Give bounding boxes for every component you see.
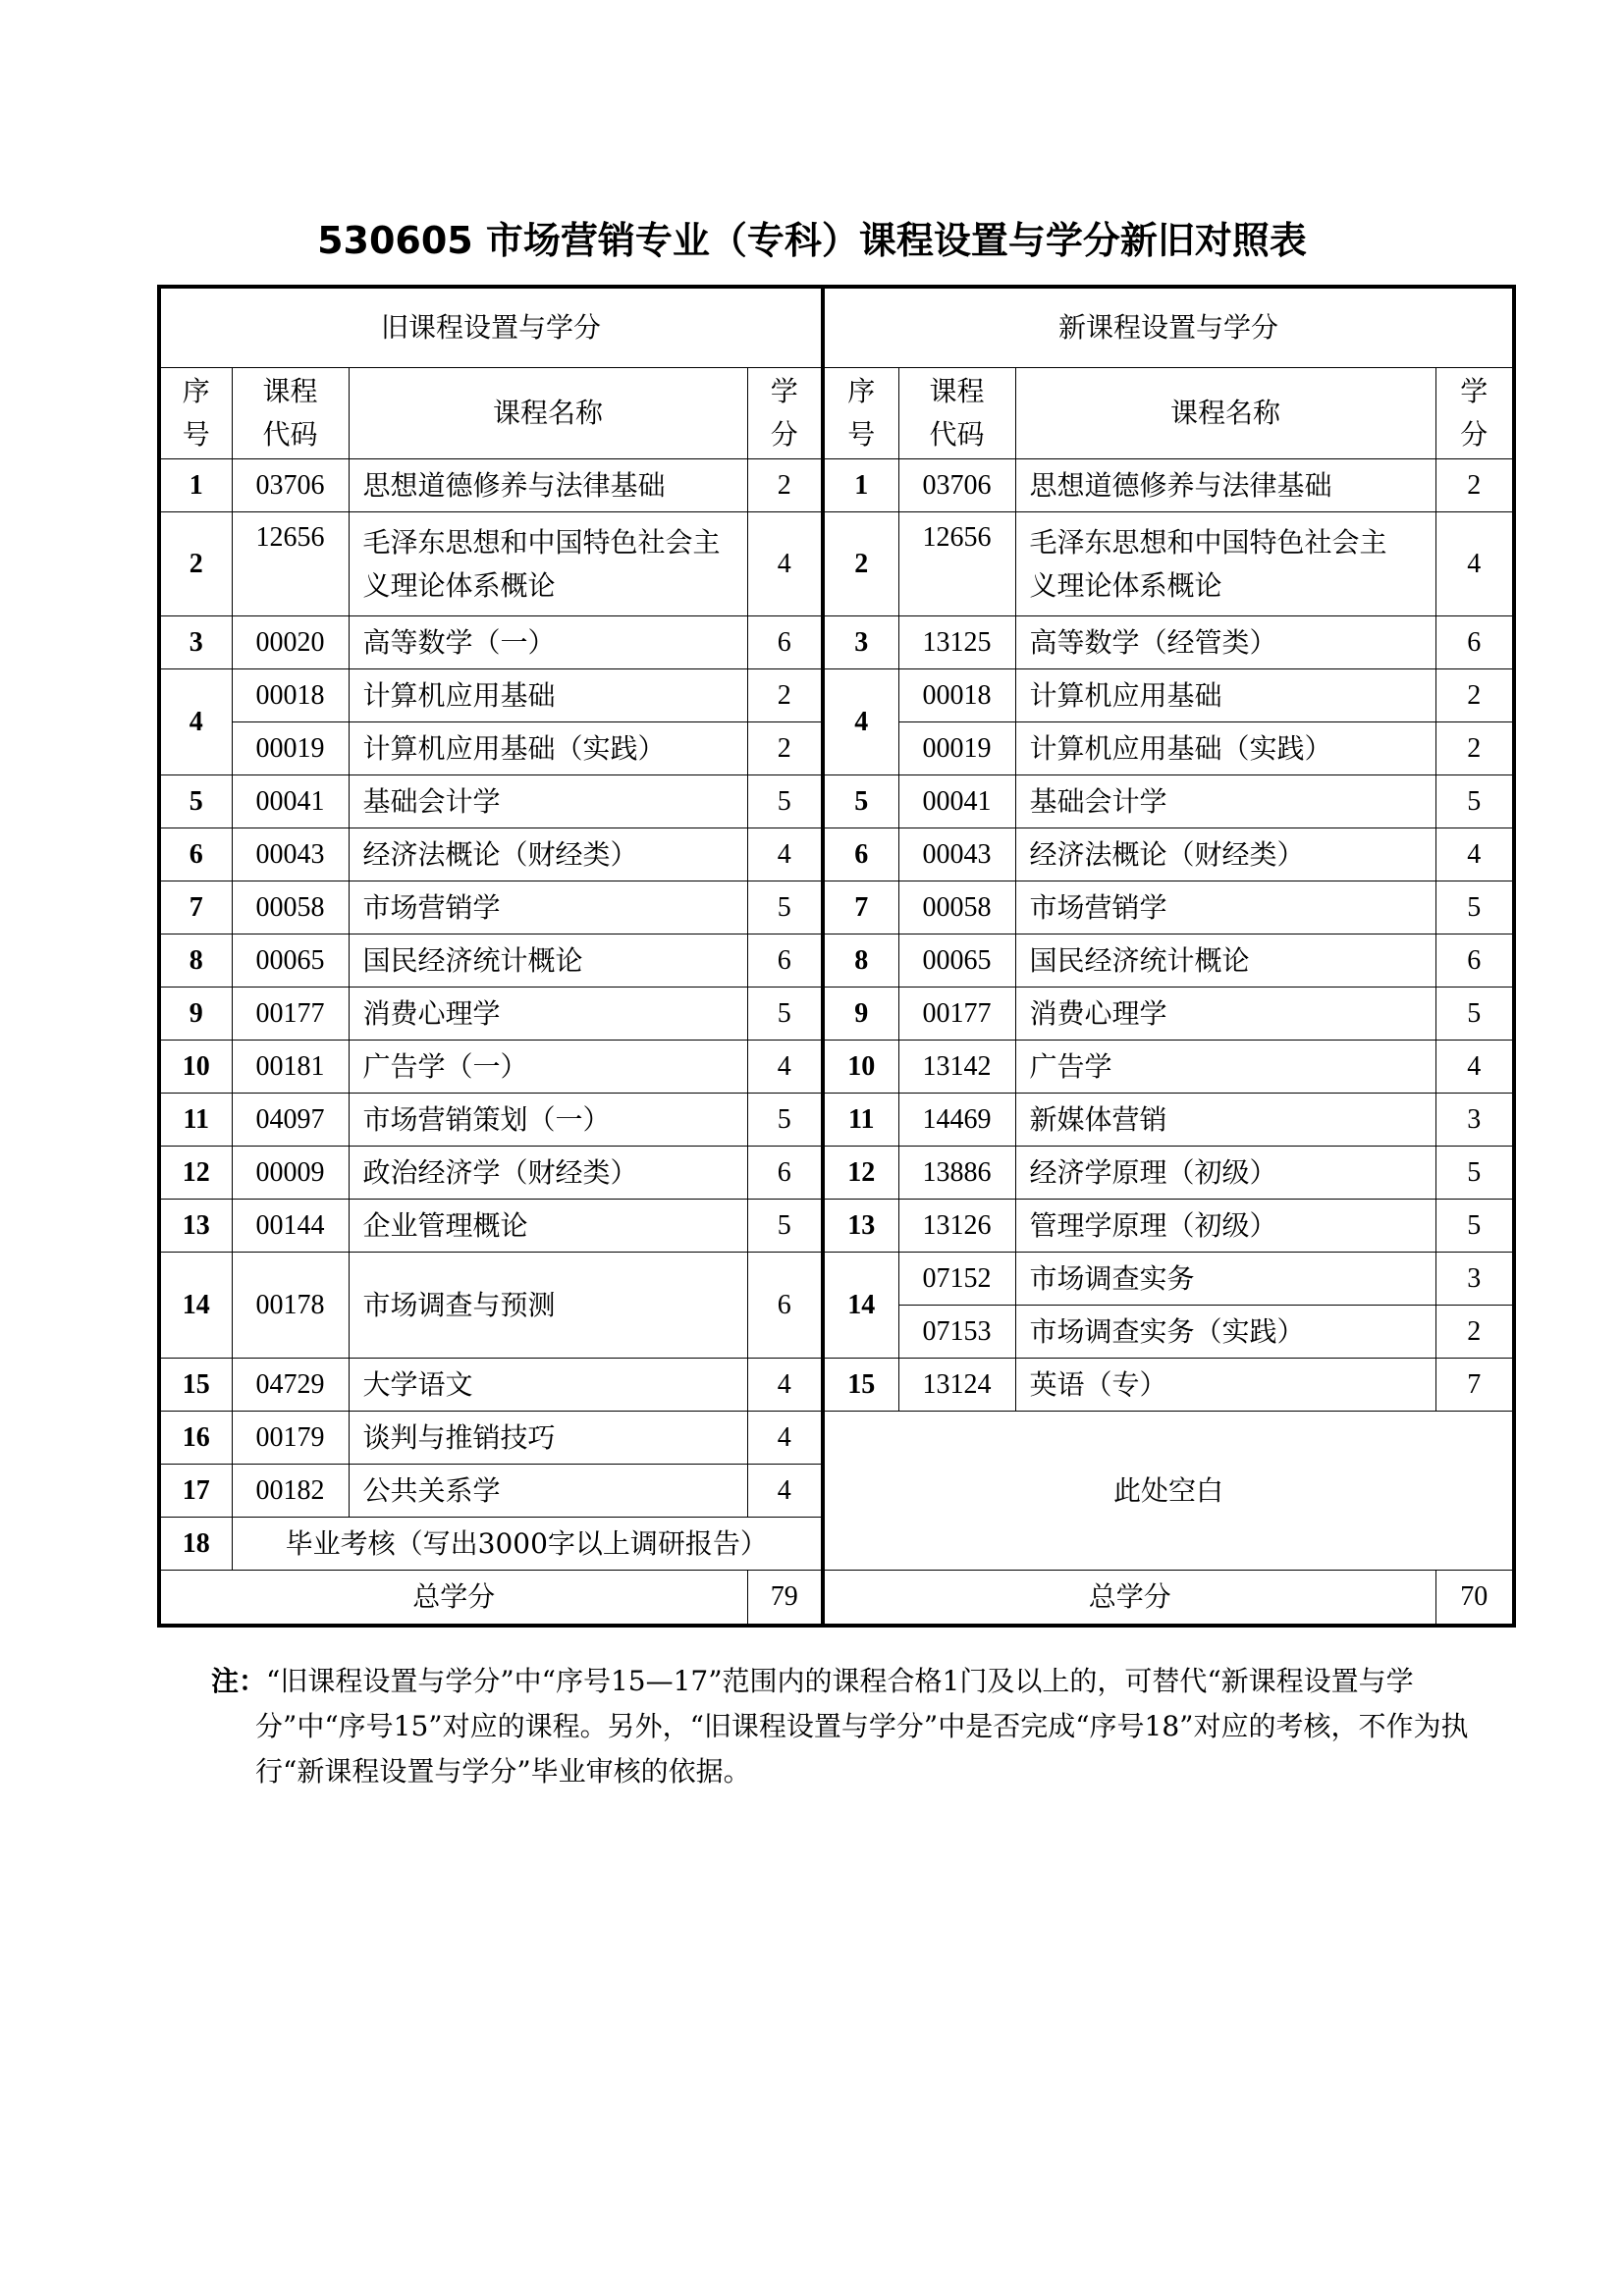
old-credit: 6 xyxy=(747,934,823,988)
new-section-header: 新课程设置与学分 xyxy=(823,287,1514,368)
new-name: 市场营销学 xyxy=(1015,881,1435,934)
old-code: 00177 xyxy=(232,988,349,1041)
table-row xyxy=(159,512,1514,616)
new-name: 计算机应用基础 xyxy=(1015,669,1435,722)
old-seq: 5 xyxy=(159,775,232,828)
old-seq: 8 xyxy=(159,934,232,988)
old-code: 00144 xyxy=(232,1200,349,1253)
new-credit: 5 xyxy=(1435,1200,1514,1253)
old-credit: 5 xyxy=(747,1094,823,1147)
table-row xyxy=(159,459,1514,512)
old-seq: 14 xyxy=(159,1253,232,1359)
table-row xyxy=(159,881,1514,934)
table-row xyxy=(159,669,1514,722)
old-seq: 15 xyxy=(159,1359,232,1412)
new-name: 英语（专） xyxy=(1015,1359,1435,1412)
old-seq: 17 xyxy=(159,1465,232,1518)
old-credit: 4 xyxy=(747,1359,823,1412)
new-credit: 5 xyxy=(1435,988,1514,1041)
new-name: 国民经济统计概论 xyxy=(1015,934,1435,988)
old-credit: 5 xyxy=(747,988,823,1041)
new-code: 00018 xyxy=(898,669,1015,722)
old-code: 00058 xyxy=(232,881,349,934)
old-seq: 16 xyxy=(159,1412,232,1465)
old-name: 思想道德修养与法律基础 xyxy=(349,459,747,512)
new-credit: 2 xyxy=(1435,722,1514,775)
old-credit: 2 xyxy=(747,459,823,512)
table-row xyxy=(159,828,1514,881)
table-row xyxy=(159,1253,1514,1306)
old-name: 广告学（一） xyxy=(349,1041,747,1094)
new-credit: 7 xyxy=(1435,1359,1514,1412)
old-name-header: 课程名称 xyxy=(349,368,747,459)
old-credit: 2 xyxy=(747,669,823,722)
new-seq: 1 xyxy=(823,459,898,512)
old-code: 00018 xyxy=(232,669,349,722)
old-code: 00041 xyxy=(232,775,349,828)
old-code: 00181 xyxy=(232,1041,349,1094)
old-seq: 9 xyxy=(159,988,232,1041)
new-total-value: 70 xyxy=(1435,1571,1514,1627)
new-name: 经济学原理（初级） xyxy=(1015,1147,1435,1200)
new-code: 00177 xyxy=(898,988,1015,1041)
table-row xyxy=(159,1147,1514,1200)
new-code: 00065 xyxy=(898,934,1015,988)
new-seq: 4 xyxy=(823,669,898,775)
new-credit: 5 xyxy=(1435,881,1514,934)
old-code: 12656 xyxy=(232,512,349,616)
new-code: 13142 xyxy=(898,1041,1015,1094)
old-code: 00019 xyxy=(232,722,349,775)
table-row xyxy=(159,988,1514,1041)
old-credit: 4 xyxy=(747,828,823,881)
old-credit: 4 xyxy=(747,1041,823,1094)
old-seq: 4 xyxy=(159,669,232,775)
new-code: 12656 xyxy=(898,512,1015,616)
new-credit: 2 xyxy=(1435,1306,1514,1359)
footnote xyxy=(211,1659,1497,1794)
old-seq: 11 xyxy=(159,1094,232,1147)
new-credit: 4 xyxy=(1435,512,1514,616)
old-name: 市场调查与预测 xyxy=(349,1253,747,1359)
table-row xyxy=(159,775,1514,828)
new-name: 高等数学（经管类） xyxy=(1015,616,1435,669)
old-credit: 5 xyxy=(747,775,823,828)
old-credit: 4 xyxy=(747,1412,823,1465)
old-name: 公共关系学 xyxy=(349,1465,747,1518)
new-seq: 14 xyxy=(823,1253,898,1359)
new-name: 思想道德修养与法律基础 xyxy=(1015,459,1435,512)
footnote-label: 注： xyxy=(211,1665,267,1697)
table-row xyxy=(159,1041,1514,1094)
old-code: 00179 xyxy=(232,1412,349,1465)
old-seq: 12 xyxy=(159,1147,232,1200)
new-credit: 3 xyxy=(1435,1253,1514,1306)
old-seq: 1 xyxy=(159,459,232,512)
new-seq: 5 xyxy=(823,775,898,828)
course-comparison-table xyxy=(157,285,1516,1628)
old-code: 00182 xyxy=(232,1465,349,1518)
new-credit: 6 xyxy=(1435,616,1514,669)
old-credit: 5 xyxy=(747,1200,823,1253)
new-code: 13124 xyxy=(898,1359,1015,1412)
old-code: 00043 xyxy=(232,828,349,881)
old-name: 政治经济学（财经类） xyxy=(349,1147,747,1200)
old-name: 计算机应用基础（实践） xyxy=(349,722,747,775)
new-credit-header: 学分 xyxy=(1435,368,1514,459)
old-name: 高等数学（一） xyxy=(349,616,747,669)
old-seq: 6 xyxy=(159,828,232,881)
old-seq: 3 xyxy=(159,616,232,669)
new-name: 经济法概论（财经类） xyxy=(1015,828,1435,881)
new-seq: 13 xyxy=(823,1200,898,1253)
new-seq: 2 xyxy=(823,512,898,616)
new-name: 新媒体营销 xyxy=(1015,1094,1435,1147)
new-code: 03706 xyxy=(898,459,1015,512)
new-code: 00019 xyxy=(898,722,1015,775)
old-seq-header: 序号 xyxy=(159,368,232,459)
new-name: 管理学原理（初级） xyxy=(1015,1200,1435,1253)
old-name: 基础会计学 xyxy=(349,775,747,828)
old-credit: 6 xyxy=(747,1253,823,1359)
old-name: 大学语文 xyxy=(349,1359,747,1412)
new-name: 市场调查实务 xyxy=(1015,1253,1435,1306)
old-name: 国民经济统计概论 xyxy=(349,934,747,988)
new-seq-header: 序号 xyxy=(823,368,898,459)
new-code: 07152 xyxy=(898,1253,1015,1306)
new-seq: 15 xyxy=(823,1359,898,1412)
new-seq: 7 xyxy=(823,881,898,934)
table-row xyxy=(159,616,1514,669)
old-name: 市场营销策划（一） xyxy=(349,1094,747,1147)
new-name-header: 课程名称 xyxy=(1015,368,1435,459)
new-name: 基础会计学 xyxy=(1015,775,1435,828)
old-name: 企业管理概论 xyxy=(349,1200,747,1253)
new-seq: 11 xyxy=(823,1094,898,1147)
old-credit-header: 学分 xyxy=(747,368,823,459)
new-total-label: 总学分 xyxy=(823,1571,1435,1627)
old-name: 毛泽东思想和中国特色社会主义理论体系概论 xyxy=(349,512,747,616)
blank-note: 此处空白 xyxy=(823,1412,1514,1571)
old-name: 市场营销学 xyxy=(349,881,747,934)
old-name: 计算机应用基础 xyxy=(349,669,747,722)
new-code: 00041 xyxy=(898,775,1015,828)
old-credit: 6 xyxy=(747,616,823,669)
old-name: 经济法概论（财经类） xyxy=(349,828,747,881)
new-code: 13886 xyxy=(898,1147,1015,1200)
new-credit: 5 xyxy=(1435,1147,1514,1200)
old-name: 消费心理学 xyxy=(349,988,747,1041)
new-name: 消费心理学 xyxy=(1015,988,1435,1041)
old-credit: 6 xyxy=(747,1147,823,1200)
table-row xyxy=(159,934,1514,988)
old-credit: 5 xyxy=(747,881,823,934)
old-code: 03706 xyxy=(232,459,349,512)
table-row xyxy=(159,1094,1514,1147)
new-code: 00058 xyxy=(898,881,1015,934)
old-code: 00065 xyxy=(232,934,349,988)
new-credit: 2 xyxy=(1435,459,1514,512)
new-credit: 6 xyxy=(1435,934,1514,988)
old-section-header: 旧课程设置与学分 xyxy=(159,287,823,368)
table-row xyxy=(159,1200,1514,1253)
old-code-header: 课程代码 xyxy=(232,368,349,459)
old-total-label: 总学分 xyxy=(159,1571,747,1627)
old-total-value: 79 xyxy=(747,1571,823,1627)
new-credit: 3 xyxy=(1435,1094,1514,1147)
new-code: 00043 xyxy=(898,828,1015,881)
total-row xyxy=(159,1571,1514,1627)
table-row xyxy=(159,1412,1514,1465)
old-name: 毕业考核（写出3000字以上调研报告） xyxy=(232,1518,823,1571)
old-code: 00009 xyxy=(232,1147,349,1200)
new-code: 13125 xyxy=(898,616,1015,669)
old-code: 04097 xyxy=(232,1094,349,1147)
old-credit: 2 xyxy=(747,722,823,775)
new-seq: 6 xyxy=(823,828,898,881)
old-name: 谈判与推销技巧 xyxy=(349,1412,747,1465)
new-code: 07153 xyxy=(898,1306,1015,1359)
old-seq: 18 xyxy=(159,1518,232,1571)
new-code: 14469 xyxy=(898,1094,1015,1147)
footnote-text: “旧课程设置与学分”中“序号15—17”范围内的课程合格1门及以上的，可替代“新课程设置与学分”中“序号15”对应的课程。另外，“旧课程设置与学分”中是否完成“序号18”对应的考核，不作为执行“新课程设置与学分”毕业审核的依据。 xyxy=(255,1665,1469,1788)
old-credit: 4 xyxy=(747,512,823,616)
new-credit: 4 xyxy=(1435,828,1514,881)
new-seq: 3 xyxy=(823,616,898,669)
new-name: 毛泽东思想和中国特色社会主义理论体系概论 xyxy=(1015,512,1435,616)
old-seq: 13 xyxy=(159,1200,232,1253)
new-code-header: 课程代码 xyxy=(898,368,1015,459)
old-seq: 10 xyxy=(159,1041,232,1094)
new-credit: 4 xyxy=(1435,1041,1514,1094)
new-credit: 2 xyxy=(1435,669,1514,722)
new-seq: 8 xyxy=(823,934,898,988)
table-row xyxy=(159,1359,1514,1412)
old-code: 04729 xyxy=(232,1359,349,1412)
new-seq: 12 xyxy=(823,1147,898,1200)
new-seq: 10 xyxy=(823,1041,898,1094)
new-name: 计算机应用基础（实践） xyxy=(1015,722,1435,775)
new-name: 广告学 xyxy=(1015,1041,1435,1094)
new-code: 13126 xyxy=(898,1200,1015,1253)
old-seq: 2 xyxy=(159,512,232,616)
new-name: 市场调查实务（实践） xyxy=(1015,1306,1435,1359)
old-code: 00020 xyxy=(232,616,349,669)
new-credit: 5 xyxy=(1435,775,1514,828)
old-code: 00178 xyxy=(232,1253,349,1359)
page-title: 530605 市场营销专业（专科）课程设置与学分新旧对照表 xyxy=(317,219,1307,262)
old-credit: 4 xyxy=(747,1465,823,1518)
new-seq: 9 xyxy=(823,988,898,1041)
old-seq: 7 xyxy=(159,881,232,934)
